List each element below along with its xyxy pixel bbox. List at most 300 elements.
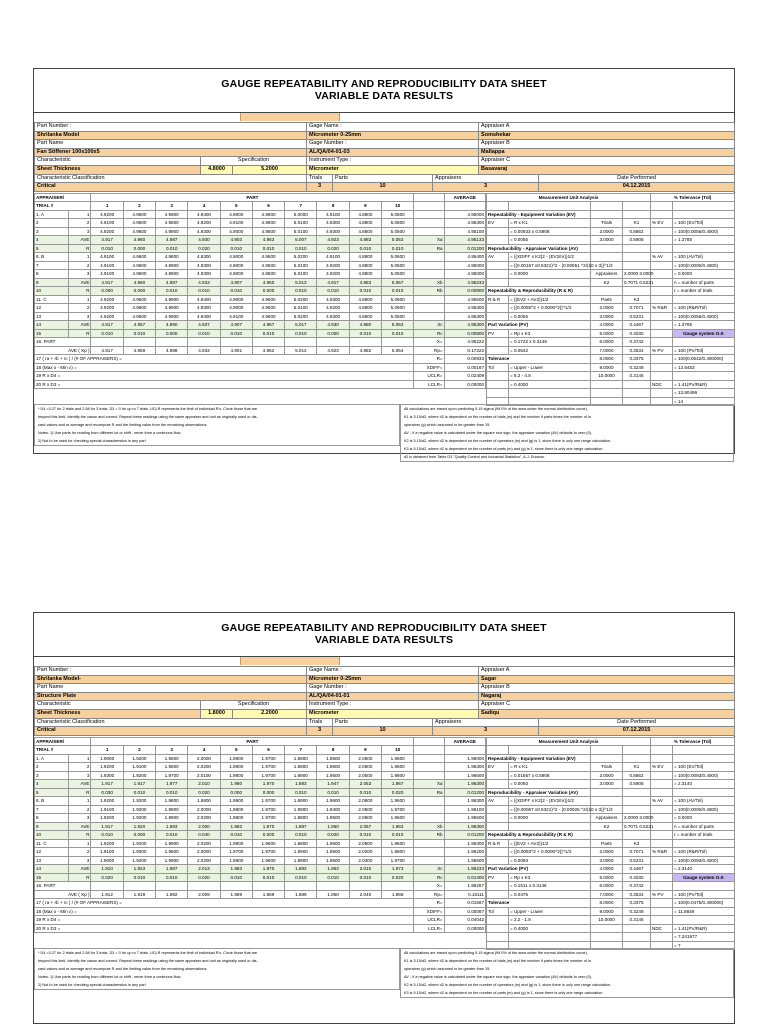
measurement-cell[interactable]: 1.9300 [123,848,155,857]
measurement-cell[interactable]: 4.9500 [252,253,284,262]
measurement-cell: 0.020 [317,831,349,840]
measurement-cell[interactable]: 4.9000 [220,295,252,304]
title-line-1: GAUGE REPEATABILITY AND REPRODUCIBILITY DATA SHEET [221,622,547,634]
measurement-cell[interactable]: 1.9700 [252,771,284,780]
measurement-cell: 0.010 [285,788,317,797]
measurement-cell[interactable]: 1.8800 [285,814,317,823]
measurement-cell[interactable]: 4.9200 [317,261,349,270]
classification-value[interactable]: Critical [35,183,307,192]
measurement-cell[interactable]: 1.8900 [285,771,317,780]
spacer-cell [414,202,444,211]
measurement-cell[interactable]: 1.9800 [156,797,188,806]
tol-formula: = 100 (R&R/Tol) [673,304,735,313]
measurement-cell[interactable]: 4.9400 [188,312,220,321]
measurement-cell[interactable]: 4.9200 [91,312,123,321]
measurement-cell[interactable]: 4.9200 [188,219,220,228]
trial-label: 3 [69,227,91,236]
measurement-cell[interactable]: 4.8800 [349,219,381,228]
measurement-cell[interactable]: 1.9200 [123,754,155,763]
measurement-cell[interactable]: 4.9200 [317,304,349,313]
measurement-cell[interactable]: 1.9900 [220,797,252,806]
measurement-cell: 0.010 [285,244,317,253]
appraiser-b-value[interactable]: Nagaraj [479,692,735,701]
part-name-value[interactable]: Fan Stiffener 100x100x5 [35,148,307,157]
measurement-cell[interactable]: 4.9600 [123,270,155,279]
measurement-cell[interactable]: 4.9300 [317,312,349,321]
measurement-cell[interactable]: 5.0600 [382,253,414,262]
measurement-cell[interactable]: 1.9800 [382,771,414,780]
measurement-cell[interactable]: 4.9200 [91,295,123,304]
appraisers-value[interactable]: 3 [433,183,539,192]
date-value[interactable]: 07.12.2015 [539,727,735,736]
table-row [35,865,486,874]
measurement-cell[interactable]: 4.8800 [349,253,381,262]
measurement-cell[interactable]: 1.9800 [220,771,252,780]
measurement-cell[interactable]: 4.9900 [156,210,188,219]
measurement-cell[interactable]: 1.9100 [91,848,123,857]
measurement-cell[interactable]: 1.9200 [123,856,155,865]
measurement-cell[interactable]: 2.0600 [349,763,381,772]
measurement-cell[interactable]: 5.0500 [382,227,414,236]
part-average-cell: 1.919 [123,890,155,899]
analysis-row [487,355,735,364]
measurement-cell[interactable]: 2.0000 [188,754,220,763]
gage-number-value[interactable]: AL/QA/04-01-03 [307,148,479,157]
measurement-cell[interactable]: 1.9600 [382,763,414,772]
measurement-cell[interactable]: 1.9500 [317,814,349,823]
measurement-cell[interactable]: 1.9200 [123,839,155,848]
measurement-cell: 0.010 [123,873,155,882]
measurement-cell[interactable]: 4.9100 [220,312,252,321]
measurement-cell: 1.970 [252,780,284,789]
measurement-cell[interactable]: 1.9800 [382,848,414,857]
measurement-cell[interactable]: 5.0500 [382,261,414,270]
measurement-cell[interactable]: 5.0100 [285,227,317,236]
measurement-cell[interactable]: 4.9900 [156,312,188,321]
measurement-cell[interactable]: 1.9800 [188,797,220,806]
measurement-cell[interactable]: 1.9000 [91,856,123,865]
info-row [35,675,735,684]
analysis-row [487,754,735,763]
empty-cell [382,882,414,891]
average-cell: 0.00800 [444,329,485,338]
table-row [35,210,486,219]
part-name-value[interactable]: Structure Plate [35,692,307,701]
k-table-key [591,253,623,262]
row-label: 5 [35,788,69,797]
measurement-cell[interactable]: 1.9300 [91,771,123,780]
trials-value[interactable]: 3 [307,727,333,736]
measurement-cell[interactable]: 4.9300 [317,227,349,236]
appraiser-c-value[interactable]: Sadiqu [479,709,735,718]
measurement-cell[interactable]: 4.9600 [123,261,155,270]
row-label: 12 [35,304,69,313]
measurement-cell[interactable]: 5.0100 [285,219,317,228]
analysis-row [487,899,735,908]
measurement-cell[interactable]: 4.9000 [220,253,252,262]
measurement-cell[interactable]: 4.9500 [252,304,284,313]
measurement-cell[interactable]: 4.9600 [123,312,155,321]
summary-row [35,924,486,933]
measurement-cell[interactable]: 4.8800 [349,210,381,219]
measurement-cell: 1.983 [220,822,252,831]
measurement-cell[interactable]: 4.9600 [123,219,155,228]
measurement-cell[interactable]: 5.0500 [382,312,414,321]
measurement-cell[interactable]: 1.9500 [317,754,349,763]
measurement-cell[interactable]: 1.9700 [252,805,284,814]
measurement-cell[interactable]: 2.0200 [188,763,220,772]
measurement-cell[interactable]: 1.9100 [123,763,155,772]
measurement-cell[interactable]: 4.9200 [317,270,349,279]
measurement-cell[interactable]: 4.9300 [188,261,220,270]
measurement-cell[interactable]: 2.0500 [349,771,381,780]
measurement-cell[interactable]: 1.9500 [317,848,349,857]
measurement-cell[interactable]: 4.9800 [156,219,188,228]
average-cell: 4.95133 [444,236,485,245]
measurement-cell[interactable]: 1.9200 [123,805,155,814]
tol-formula: = 1.41(PV/R&R) [673,924,735,933]
measurement-cell[interactable]: 1.9800 [220,754,252,763]
measurement-cell[interactable]: 4.9000 [220,304,252,313]
measurement-cell[interactable]: 1.8900 [285,848,317,857]
measurement-cell[interactable]: 2.0000 [188,848,220,857]
parts-label: Parts [333,174,433,183]
analysis-symbol: R & R [487,839,509,848]
measurement-cell[interactable]: 1.9600 [382,754,414,763]
tol-formula: = 0.0000 [673,814,735,823]
measurement-cell[interactable]: 1.8800 [285,763,317,772]
analysis-formula: = Upper - Lower [509,907,591,916]
measurement-cell[interactable]: 1.9800 [156,805,188,814]
part-row-label: 16. PART [35,338,91,347]
analysis-row [487,839,735,848]
measurement-cell[interactable]: 1.9100 [91,805,123,814]
measurement-cell[interactable]: 4.9900 [156,227,188,236]
k-table-value: 0.4030 [623,873,651,882]
ave-row-label: AVE ( Xp ) [35,346,91,355]
measurement-cell[interactable]: 4.8800 [349,312,381,321]
measurement-cell[interactable]: 1.9800 [220,763,252,772]
spec-high-value[interactable]: 5.2000 [233,165,307,174]
instrument-type-value[interactable]: Micrometer [307,165,479,174]
measurement-cell[interactable]: 4.8800 [349,270,381,279]
measurement-cell[interactable]: 1.9200 [91,763,123,772]
measurement-cell: 1.917 [91,780,123,789]
measurement-cell[interactable]: 1.9200 [91,839,123,848]
measurement-cell[interactable]: 4.9000 [220,270,252,279]
parts-value[interactable]: 10 [333,183,433,192]
measurement-cell[interactable]: 2.0100 [188,771,220,780]
measurement-cell[interactable]: 4.9100 [317,210,349,219]
measurement-cell[interactable]: 1.9600 [317,839,349,848]
measurement-cell[interactable]: 2.0600 [349,797,381,806]
measurement-cell[interactable]: 4.9900 [156,295,188,304]
measurement-cell: 1.967 [382,780,414,789]
measurement-cell[interactable]: 1.9700 [252,814,284,823]
measurement-cell[interactable]: 1.9600 [317,763,349,772]
table-row [35,831,486,840]
spec-low-value[interactable]: 1.8000 [201,709,233,718]
part-number-label: Part Number : [35,667,307,676]
measurement-cell[interactable]: 4.9300 [317,219,349,228]
measurement-cell: 1.963 [382,822,414,831]
k-table-key [591,754,623,763]
row-label: 1. A [35,210,69,219]
measurement-cell[interactable]: 1.8800 [285,839,317,848]
measurement-cell[interactable]: 1.9900 [220,856,252,865]
spacer-cell [444,202,485,211]
part-col-header: 2 [123,202,155,211]
measurement-cell[interactable]: 5.0100 [285,304,317,313]
measurement-cell[interactable]: 4.9200 [91,304,123,313]
part-col-header: 9 [349,746,381,755]
measurement-cell[interactable]: 1.9800 [156,848,188,857]
measurement-cell: 5.057 [382,278,414,287]
measurement-cell[interactable]: 4.9300 [188,253,220,262]
tol-formula: = 14 [673,397,735,406]
measurement-cell[interactable]: 1.9200 [91,814,123,823]
measurement-cell: 4.930 [317,321,349,330]
measurement-cell[interactable]: 2.0500 [349,805,381,814]
tol-label: % EV [651,219,673,228]
appraisers-value[interactable]: 3 [433,727,539,736]
measurement-cell[interactable]: 4.9500 [252,210,284,219]
measurement-cell[interactable]: 2.0500 [349,839,381,848]
measurement-cell[interactable]: 4.9100 [91,270,123,279]
measurement-cell[interactable]: 1.9900 [156,839,188,848]
measurement-cell[interactable]: 1.9600 [382,797,414,806]
measurement-cell[interactable]: 4.9500 [252,270,284,279]
measurement-cell[interactable]: 1.8900 [285,797,317,806]
gage-name-value[interactable]: Micrometer 0-25mm [307,131,479,140]
measurement-cell[interactable]: 4.8800 [349,261,381,270]
measurement-cell[interactable]: 4.9800 [156,253,188,262]
part-average-cell: 1.950 [317,890,349,899]
appraiser-c-value[interactable]: Basavaraj [479,165,735,174]
instrument-type-value[interactable]: Micrometer [307,709,479,718]
rp-symbol: Rp= [414,890,444,899]
table-row [35,253,486,262]
measurement-cell[interactable]: 4.9300 [317,295,349,304]
characteristic-value[interactable]: Sheet Thickness [35,709,201,718]
k-table-value: 0.3375 [623,899,651,908]
average-cell: 1.96300 [444,780,485,789]
classification-value[interactable]: Critical [35,727,307,736]
measurement-cell[interactable]: 4.9100 [91,219,123,228]
measurement-cell[interactable]: 1.8900 [285,856,317,865]
measurement-cell[interactable]: 1.9600 [382,839,414,848]
measurement-cell[interactable]: 2.0000 [188,805,220,814]
summary-symbol: LCLR= [414,380,444,389]
measurement-cell[interactable]: 4.9100 [317,253,349,262]
measurement-cell[interactable]: 1.9600 [252,856,284,865]
measurement-cell[interactable]: 4.9000 [220,210,252,219]
measurement-cell[interactable]: 1.9700 [156,771,188,780]
measurement-cell[interactable]: 4.9600 [252,312,284,321]
summary-value: 0.01567 [444,899,485,908]
measurement-cell[interactable]: 1.9600 [317,797,349,806]
appraiser-b-value[interactable]: Mallappa [479,148,735,157]
measurement-cell[interactable]: 2.0200 [188,814,220,823]
k-table-value [623,805,651,814]
tol-formula: = 100 (AV/Tol) [673,253,735,262]
appraiser-a-value[interactable]: Somshekar [479,131,735,140]
measurement-cell[interactable]: 1.9800 [156,763,188,772]
measurement-cell[interactable]: 1.9700 [220,848,252,857]
spec-low-value[interactable]: 4.8000 [201,165,233,174]
measurement-cell[interactable]: 5.0500 [382,270,414,279]
measurement-cell[interactable]: 1.8800 [285,754,317,763]
part-col-header: 3 [156,746,188,755]
measurement-cell[interactable]: 4.9000 [220,227,252,236]
measurement-cell[interactable]: 1.9700 [252,797,284,806]
measurement-cell[interactable]: 4.9600 [123,227,155,236]
measurement-cell[interactable]: 5.0600 [382,219,414,228]
measurement-cell[interactable]: 4.9600 [123,253,155,262]
gage-name-value[interactable]: Micrometer 0-25mm [307,675,479,684]
measurement-cell[interactable]: 1.9700 [252,848,284,857]
average-cell: 1.96500 [444,814,485,823]
measurement-cell[interactable]: 4.9200 [91,210,123,219]
analysis-formula: = 2.2 - 1.8 [509,916,591,925]
measurement-cell[interactable]: 4.9900 [156,270,188,279]
measurement-cell[interactable]: 1.9200 [123,797,155,806]
trial-label: R [69,873,91,882]
measurement-cell[interactable]: 5.0600 [382,304,414,313]
measurement-cell[interactable]: 4.9300 [188,227,220,236]
measurement-cell[interactable]: 2.0300 [349,856,381,865]
measurement-cell[interactable]: 4.9900 [156,304,188,313]
gage-number-label: Gage Number : [307,684,479,693]
measurement-cell[interactable]: 2.0200 [188,839,220,848]
measurement-cell[interactable]: 4.9100 [91,261,123,270]
measurement-cell[interactable]: 4.9400 [188,210,220,219]
characteristic-value[interactable]: Sheet Thickness [35,165,201,174]
measurement-cell[interactable]: 4.9500 [252,227,284,236]
measurement-cell[interactable]: 5.0600 [382,295,414,304]
tol-label [651,788,673,797]
measurement-cell[interactable]: 4.9600 [123,210,155,219]
measurement-cell[interactable]: 4.9600 [123,304,155,313]
gage-number-value[interactable]: AL/QA/04-01-01 [307,692,479,701]
measurement-cell[interactable]: 1.9200 [123,814,155,823]
trials-value[interactable]: 3 [307,183,333,192]
measurement-cell[interactable]: 4.9200 [91,227,123,236]
date-value[interactable]: 04.12.2015 [539,183,735,192]
measurement-cell[interactable]: 5.0500 [382,210,414,219]
measurement-cell[interactable]: 1.9400 [317,805,349,814]
measurement-cell[interactable]: 1.8900 [285,805,317,814]
measurement-cell[interactable]: 5.0000 [285,210,317,219]
measurement-cell: 4.930 [188,236,220,245]
part-number-value[interactable]: Shrilanka Model [35,131,307,140]
measurement-cell[interactable]: 1.9700 [382,856,414,865]
measurement-cell[interactable]: 4.9500 [252,219,284,228]
measurement-cell[interactable]: 4.9100 [91,253,123,262]
measurement-cell[interactable]: 2.0600 [349,814,381,823]
measurement-cell[interactable]: 4.9300 [188,304,220,313]
measurement-cell[interactable]: 1.9600 [382,814,414,823]
summary-symbol: XDIFF= [414,907,444,916]
measurement-cell[interactable]: 1.9500 [317,856,349,865]
tol-label: % PV [651,346,673,355]
measurement-cell[interactable]: 1.9700 [252,763,284,772]
measurement-cell[interactable]: 4.8800 [349,295,381,304]
measurement-cell[interactable]: 4.9900 [156,261,188,270]
measurement-cell[interactable]: 1.9700 [252,754,284,763]
measurement-cell[interactable]: 4.9000 [220,261,252,270]
measurement-cell[interactable]: 1.9900 [156,856,188,865]
measurement-cell[interactable]: 4.9500 [252,295,284,304]
table-row [35,848,486,857]
measurement-cell[interactable]: 2.0500 [349,754,381,763]
tol-label [651,236,673,245]
measurement-cell[interactable]: 1.9000 [91,754,123,763]
row-label: 15 [35,873,69,882]
appraiser-a-value[interactable]: Sagar [479,675,735,684]
symbol-cell [414,848,444,857]
trial-label: 2 [69,848,91,857]
measurement-cell[interactable]: 4.8800 [349,304,381,313]
k-table-value: 0.7071 0.5231 [624,279,654,285]
analysis-symbol: AV [487,253,509,262]
measurement-cell[interactable]: 1.9700 [382,805,414,814]
k-table-value: 0.3534 [623,890,651,899]
measurement-cell[interactable]: 2.0200 [349,848,381,857]
measurement-cell[interactable]: 4.9500 [123,295,155,304]
measurement-cell[interactable]: 1.9800 [220,814,252,823]
measurement-cell[interactable]: 2.0200 [188,856,220,865]
empty-cell [220,338,252,347]
measurement-cell: 4.950 [252,278,284,287]
measurement-cell[interactable]: 1.9800 [156,754,188,763]
measurement-cell[interactable]: 1.9800 [220,839,252,848]
measurement-cell[interactable]: 5.0100 [285,270,317,279]
parts-value[interactable]: 10 [333,727,433,736]
analysis-symbol [487,312,509,321]
measurement-cell[interactable]: 5.0200 [285,295,317,304]
measurement-cell[interactable]: 4.9100 [220,219,252,228]
measurement-cell[interactable]: 1.9800 [220,805,252,814]
analysis-row [487,865,735,874]
measurement-cell[interactable]: 1.9200 [91,797,123,806]
analysis-row [487,856,735,865]
measurement-cell[interactable]: 1.9600 [252,839,284,848]
measurement-cell[interactable]: 4.9500 [252,261,284,270]
measurement-cell[interactable]: 5.0100 [285,261,317,270]
table-row [35,304,486,313]
gauge-rr-sheet [33,68,735,459]
measurement-cell[interactable]: 1.9900 [156,814,188,823]
measurement-cell[interactable]: 1.9200 [123,771,155,780]
measurement-cell[interactable]: 4.9300 [188,270,220,279]
measurement-cell[interactable]: 4.8800 [349,227,381,236]
tol-label [651,312,673,321]
analysis-formula: = 0.0542 [509,346,591,355]
tol-formula [673,754,735,763]
measurement-cell[interactable]: 5.0200 [285,312,317,321]
measurement-cell[interactable]: 5.0200 [285,253,317,262]
measurement-cell[interactable]: 1.9500 [317,771,349,780]
date-label: Date Performed [539,174,735,183]
appraisers-label: Appraisers [433,718,539,727]
trial-label: AVE [69,321,91,330]
part-number-value[interactable]: Shrilanka Model- [35,675,307,684]
spec-high-value[interactable]: 2.2000 [233,709,307,718]
measurement-cell[interactable]: 4.9400 [188,295,220,304]
k-table-key [591,831,623,840]
summary-row [35,899,486,908]
